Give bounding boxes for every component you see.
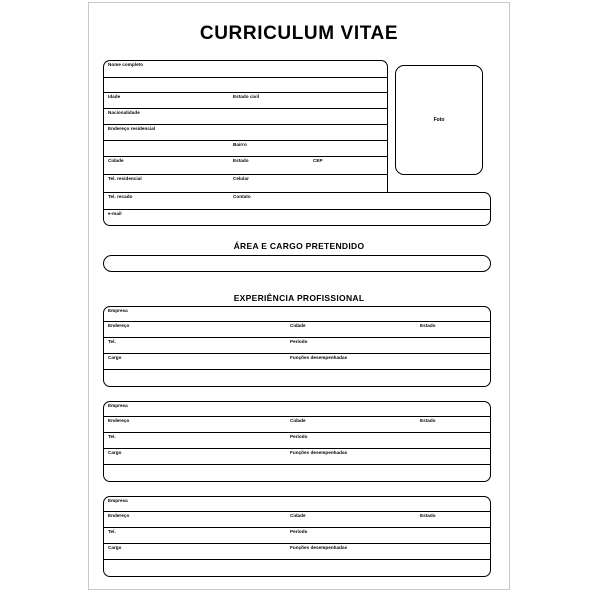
label-tel: Tel.: [108, 433, 116, 439]
field-row-endereco-cidade-estado[interactable]: [104, 417, 490, 433]
label-empresa: Empresa: [108, 307, 128, 313]
label-tel-recado: Tel. recado: [108, 193, 133, 199]
area-cargo-input[interactable]: [103, 255, 491, 272]
label-cidade: Cidade: [290, 417, 306, 423]
label-estado: Estado: [233, 157, 249, 163]
field-row-tel-periodo[interactable]: [104, 528, 490, 544]
label-funcoes: Funções desempenhadas: [290, 544, 348, 550]
label-estado: Estado: [420, 417, 436, 423]
label-endereco-residencial: Endereço residencial: [108, 125, 156, 131]
label-periodo: Período: [290, 433, 308, 439]
label-estado: Estado: [420, 512, 436, 518]
personal-info-upper-block: [103, 60, 388, 192]
label-nome-completo: Nome completo: [108, 61, 144, 67]
label-contato: Contato: [233, 193, 251, 199]
label-cidade: Cidade: [290, 322, 306, 328]
experiencia-heading-wrap: [89, 293, 509, 303]
field-row-tel-periodo[interactable]: [104, 338, 490, 354]
field-row-empresa[interactable]: [104, 307, 490, 322]
photo-placeholder-box[interactable]: [395, 65, 483, 175]
label-cargo: Cargo: [108, 354, 122, 360]
field-row-cargo-funcoes[interactable]: [104, 449, 490, 465]
label-tel: Tel.: [108, 528, 116, 534]
label-cargo: Cargo: [108, 449, 122, 455]
field-row-idade-estadocivil[interactable]: [104, 93, 387, 109]
label-funcoes: Funções desempenhadas: [290, 449, 348, 455]
label-empresa: Empresa: [108, 402, 128, 408]
field-row-empresa[interactable]: [104, 497, 490, 512]
field-row-funcoes-continuation[interactable]: [104, 370, 490, 387]
label-bairro: Bairro: [233, 141, 247, 147]
label-endereco: Endereço: [108, 417, 130, 423]
label-cargo: Cargo: [108, 544, 122, 550]
field-row-tel-residencial-celular[interactable]: [104, 175, 387, 191]
field-row-cidade-estado-cep[interactable]: [104, 157, 387, 175]
personal-info-lower-block: [103, 192, 491, 226]
label-tel: Tel.: [108, 338, 116, 344]
page-sheet: [88, 2, 510, 590]
section-title-area-cargo: ÁREA E CARGO PRETENDIDO: [233, 241, 365, 251]
page-title: CURRICULUM VITAE: [199, 23, 399, 44]
field-row-funcoes-continuation[interactable]: [104, 560, 490, 577]
field-row-nacionalidade[interactable]: [104, 109, 387, 125]
field-row-cargo-funcoes[interactable]: [104, 354, 490, 370]
experiencia-block-2: [103, 401, 491, 482]
field-row-funcoes-continuation[interactable]: [104, 465, 490, 482]
field-row-empresa[interactable]: [104, 402, 490, 417]
label-periodo: Período: [290, 528, 308, 534]
label-empresa: Empresa: [108, 497, 128, 503]
label-endereco: Endereço: [108, 512, 130, 518]
label-email: e-mail: [108, 210, 122, 216]
experiencia-block-1: [103, 306, 491, 387]
section-title-experiencia: EXPERIÊNCIA PROFISSIONAL: [233, 293, 365, 303]
photo-label: Foto: [433, 117, 445, 123]
field-row-endereco-cidade-estado[interactable]: [104, 322, 490, 338]
field-row-nome-continuation[interactable]: [104, 78, 387, 93]
experiencia-block-3: [103, 496, 491, 577]
label-estado-civil: Estado civil: [233, 93, 260, 99]
field-row-email[interactable]: [104, 210, 490, 225]
area-cargo-heading-wrap: [89, 241, 509, 251]
label-cidade: Cidade: [108, 157, 124, 163]
label-periodo: Período: [290, 338, 308, 344]
field-row-tel-recado-contato[interactable]: [104, 193, 490, 210]
field-row-nome[interactable]: [104, 61, 387, 78]
label-cidade: Cidade: [290, 512, 306, 518]
label-celular: Celular: [233, 175, 249, 181]
label-funcoes: Funções desempenhadas: [290, 354, 348, 360]
field-row-cargo-funcoes[interactable]: [104, 544, 490, 560]
field-row-endereco-residencial[interactable]: [104, 125, 387, 141]
field-row-endereco-cidade-estado[interactable]: [104, 512, 490, 528]
label-endereco: Endereço: [108, 322, 130, 328]
field-row-tel-periodo[interactable]: [104, 433, 490, 449]
label-estado: Estado: [420, 322, 436, 328]
label-cep: CEP: [313, 157, 323, 163]
label-tel-residencial: Tel. residencial: [108, 175, 142, 181]
label-idade: Idade: [108, 93, 121, 99]
field-row-bairro[interactable]: [104, 141, 387, 157]
label-nacionalidade: Nacionalidade: [108, 109, 140, 115]
